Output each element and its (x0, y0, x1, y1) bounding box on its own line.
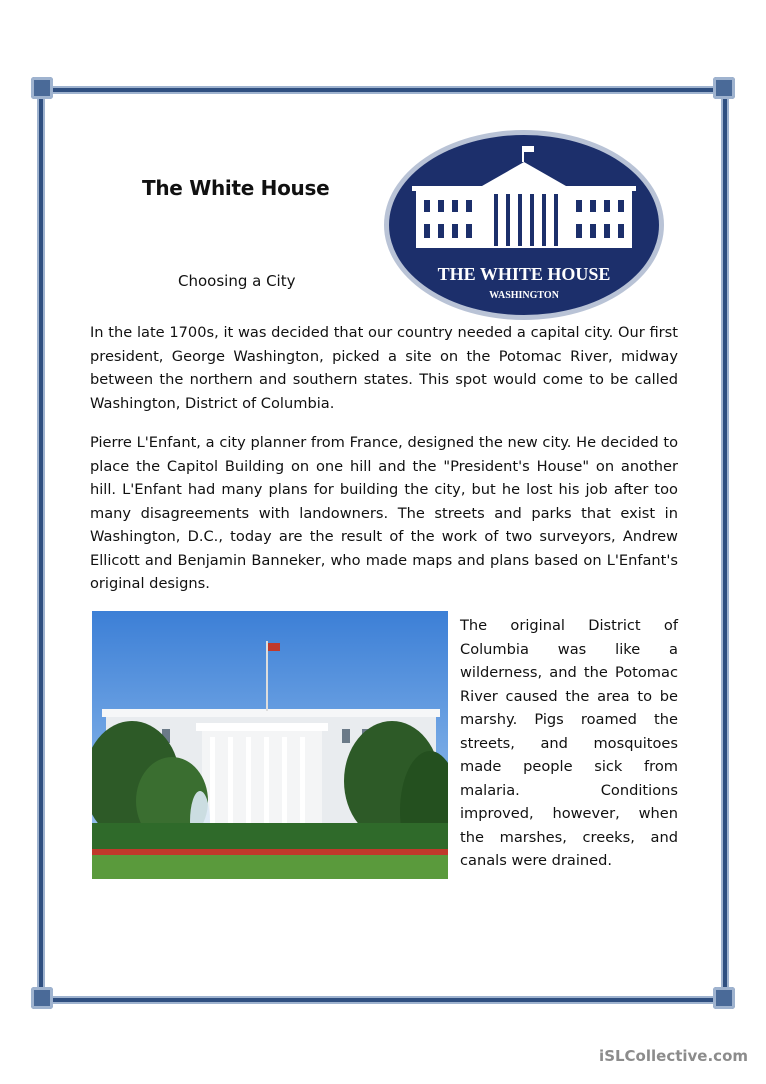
frame-corner-top-left (31, 77, 53, 99)
white-house-photo (92, 611, 448, 879)
paragraph-2: Pierre L'Enfant, a city planner from France, designed the new city. He decided to place the Capitol Building on one hill and the "President's House" on another hill. L'Enfant had many plans for building the city, but he lost his job after too many disagreements with landowners. The streets and parks that exist in Washington, D.C., today are the result of the work of two surveyors, Andrew Ellicott and Benjamin Banneker, who made maps and plans based on L'Enfant's original designs. (90, 434, 678, 592)
frame-bottom-border (44, 996, 722, 1004)
section-subtitle: Choosing a City (178, 272, 296, 290)
frame-top-border (44, 86, 722, 94)
frame-corner-top-right (713, 77, 735, 99)
paragraph-3: The original District of Columbia was like a wilderness, and the Potomac River caused the area to be marshy. Pigs roamed the streets, and mosquitoes made people sick from malaria. Conditions improved, however, when the marshes, creeks, and canals were drained. (460, 617, 678, 869)
seal-subtitle-text: WASHINGTON (489, 290, 559, 301)
frame-left-border (37, 88, 45, 994)
islcollective-watermark: iSLCollective.com (599, 1047, 748, 1065)
frame-corner-bottom-right (713, 987, 735, 1009)
seal-title-text: THE WHITE HOUSE (437, 264, 611, 284)
paragraph-1: In the late 1700s, it was decided that our country needed a capital city. Our first president, George Washington, picked a site on the Potomac River, midway between the northern and southern states. This spot would come to be called Washington, District of Columbia. (90, 324, 678, 412)
white-house-seal-logo (382, 128, 666, 322)
page-title: The White House (142, 176, 330, 200)
frame-corner-bottom-left (31, 987, 53, 1009)
frame-right-border (721, 88, 729, 994)
